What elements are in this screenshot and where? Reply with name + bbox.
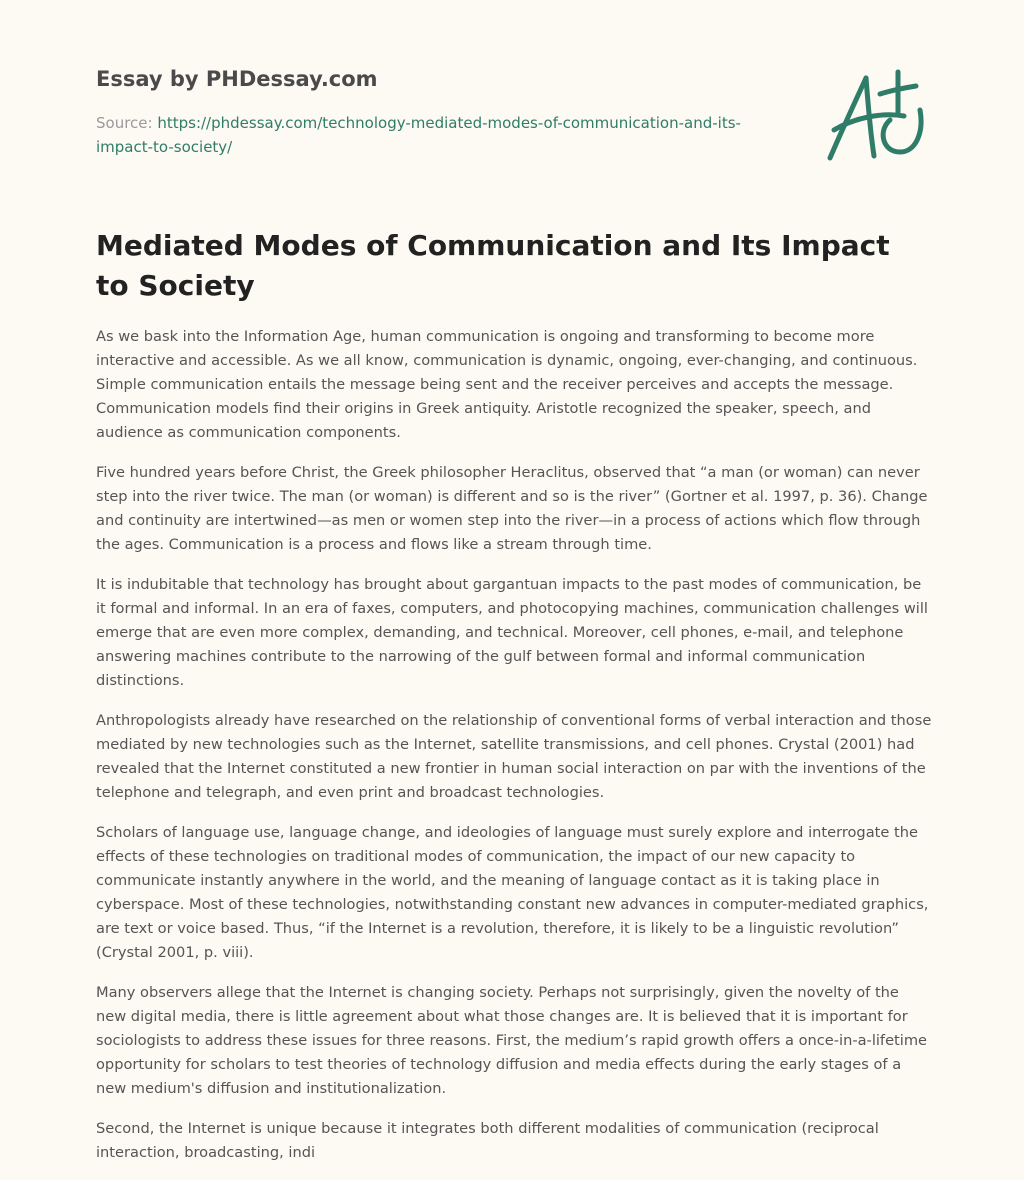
paragraph: It is indubitable that technology has brought about gargantuan impacts to the past modes of communication, be it formal and informal. In an era of faxes, computers, and photocopying machines, communication challenges will emerge that are even more complex, demanding, and technical. Moreover, cell phones, e-mail, and telephone answering machines contribute to the narrowing of the gulf between formal and informal communication distinctions. [96, 576, 928, 689]
paragraph: Anthropologists already have researched on the relationship of conventional forms of verbal interaction and those mediated by new technologies such as the Internet, satellite transmissions, and cell phones. Crystal (2001) had revealed that the Internet constituted a new frontier in human social interaction on par with the inventions of the telephone and telegraph, and even print and broadcast technologies. [96, 712, 932, 801]
paragraph: Second, the Internet is unique because it integrates both different modalities of communication (reciprocal interaction, broadcasting, indi [96, 1120, 879, 1161]
source-link[interactable]: https://phdessay.com/technology-mediated-modes-of-communication-and-its-impact-to-society/ [96, 114, 741, 156]
paragraph: As we bask into the Information Age, human communication is ongoing and transforming to become more interactive and accessible. As we all know, communication is dynamic, ongoing, ever-changing, and continuous. Simple communication entails the message being sent and the receiver perceives and accepts the message. Communication models find their origins in Greek antiquity. Aristotle recognized the speaker, speech, and audience as communication components. [96, 328, 918, 441]
paragraph: Five hundred years before Christ, the Greek philosopher Heraclitus, observed that “a man (or woman) can never step into the river twice. The man (or woman) is different and so is the river” (Gortner et al. 1997, p. 36). Change and continuity are intertwined—as men or women step into the river—in a process of actions which flow through the ages. Communication is a process and flows like a stream through time. [96, 464, 928, 553]
source-label: Source: [96, 114, 158, 132]
source-line [96, 111, 796, 159]
essay-body [96, 325, 932, 1180]
site-title: Essay by PHDessay.com [96, 67, 378, 91]
a-plus-logo-icon [820, 68, 930, 168]
essay-title: Mediated Modes of Communication and Its Impact to Society [96, 229, 890, 302]
paragraph: Many observers allege that the Internet is changing society. Perhaps not surprisingly, given the novelty of the new digital media, there is little agreement about what those changes are. It is believed that it is important for sociologists to address these issues for three reasons. First, the medium’s rapid growth offers a once-in-a-lifetime opportunity for scholars to test theories of technology diffusion and media effects during the early stages of a new medium's diffusion and institutionalization. [96, 984, 928, 1097]
paragraph: Scholars of language use, language change, and ideologies of language must surely explore and interrogate the effects of these technologies on traditional modes of communication, the impact of our new capacity to communicate instantly anywhere in the world, and the meaning of language contact as it is taking place in cyberspace. Most of these technologies, notwithstanding constant new advances in computer-mediated graphics, are text or voice based. Thus, “if the Internet is a revolution, therefore, it is likely to be a linguistic revolution” (Crystal 2001, p. viii). [96, 824, 929, 961]
